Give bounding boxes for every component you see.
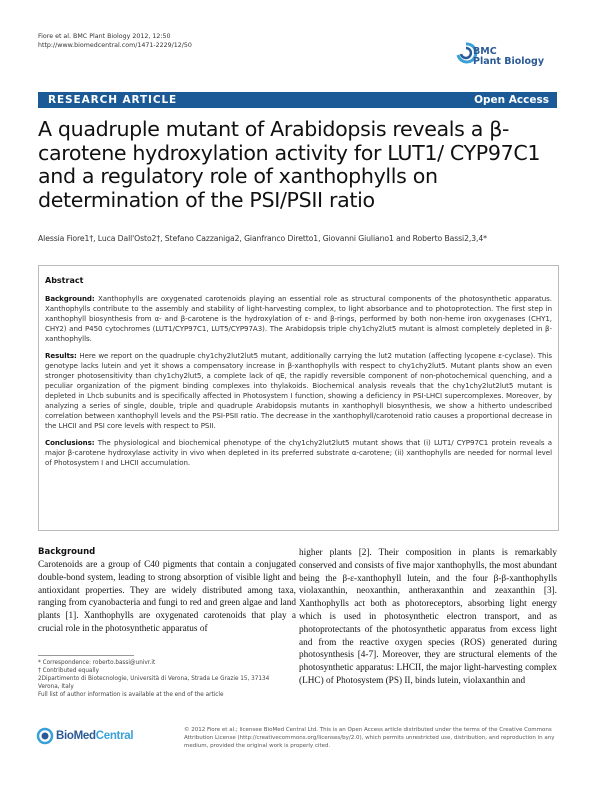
logo-bmc: BMC xyxy=(473,46,497,57)
citation-line-1: Fiore et al. BMC Plant Biology 2012, 12:50 xyxy=(38,33,171,40)
abstract-box xyxy=(38,265,559,531)
abstract-conclusions: Conclusions: The physiological and biochemical phenotype of the chy1chy2lut2lut5 mutant shows that (i) LUT1/ CYP97C1 protein reveals a major β-carotene hydroxylase activity in vivo when depleted in its preferred substrate α-carotene; (ii) xanthophylls are needed for normal level of Photosystem I and LHCII accumulation. xyxy=(45,438,552,467)
contributed-equally: † Contributed equally xyxy=(38,668,99,675)
abstract-heading: Abstract xyxy=(45,276,84,285)
article-type-bar xyxy=(38,92,557,108)
logo-central: Central xyxy=(95,730,134,742)
body-column-left xyxy=(38,547,296,636)
citation-url[interactable]: http://www.biomedcentral.com/1471-2229/12/50 xyxy=(38,42,192,49)
research-article-label: RESEARCH ARTICLE xyxy=(48,94,178,106)
body-column-right xyxy=(299,547,557,688)
correspondence[interactable]: * Correspondence: roberto.bassi@univr.it xyxy=(38,660,156,666)
abstract-results: Results: Here we report on the quadruple chy1chy2lut2lut5 mutant, additionally carrying the lut2 mutation (affecting lycopene ε-cyclase). This genotype lacks lutein and yet it shows a compensatory increase in β-xanthophylls with respect to chy1chy2lut5. Mutant plants show an even stronger photosensitivity than chy1chy2lut5, a complete lack of qE, the rapidly reversible component of non-photochemical quenching, and a peculiar organization of the pigment binding complexes into thylakoids. Biochemical analysis reveals that the chy1chy2lut2lut5 mutant is depleted in Lhcb subunits and is specifically affected in Photosystem I function, showing a deficiency in PSI-LHCI supercomplexes. Moreover, by analyzing a series of single, double, triple and quadruple Arabidopsis mutants in xanthophyll biosynthesis, we show a hitherto undescribed correlation between xanthophyll levels and the PSI-PSII ratio. The decrease in the xanthophyll/carotenoid ratio causes a proportional decrease in the LHCII and PSI core levels with respect to PSII. xyxy=(45,351,552,430)
citation xyxy=(38,32,192,50)
section-heading-background: Background xyxy=(38,547,96,557)
author-info-note: Full list of author information is available at the end of the article xyxy=(38,692,224,699)
body-text-left: Carotenoids are a group of C40 pigments that contain a conjugated double-bond system, leading to strong absorption of visible light and antioxidant properties. They are widely distributed among taxa, ranging from cyanobacteria and fungi to red and green algae and land plants [1]. Xanthophylls are oxygenated carotenoids that play a crucial role in the photosynthetic apparatus of xyxy=(38,560,296,634)
logo-biomed: BioMed xyxy=(56,730,96,742)
article-title: A quadruple mutant of Arabidopsis reveals a β-carotene hydroxylation activity for LUT1/ CYP97C1 and a regulatory role of xanthophylls on determination of the PSI/PSII ratio xyxy=(38,117,541,212)
biomed-central-logo xyxy=(36,727,156,745)
biomed-swirl-icon xyxy=(36,727,54,745)
license-text: © 2012 Fiore et al.; licensee BioMed Central Ltd. This is an Open Access article distributed under the terms of the Creative Commons Attribution License (http://creativecommons.org/licenses/by/2.0), which permits unrestricted use, distribution, and reproduction in any medium, provided the original work is properly cited. xyxy=(184,727,555,749)
body-text-right: higher plants [2]. Their composition in plants is remarkably conserved and consists of five major xanthophylls, the most abundant being the β-ε-xanthophyll lutein, and the four β-β-xanthophylls violaxanthin, neoxanthin, antheraxanthin and zeaxanthin [3]. Xanthophylls act both as photoreceptors, absorbing light energy which is used in photosynthetic electron transport, and as photoprotectants of the photosynthetic apparatus from excess light and from the reactive oxygen species (ROS) generated during photosynthesis [4-7]. Moreover, they are structural elements of the photosynthetic apparatus: LHCII, the major light-harvesting complex (LHC) of Photosystem (PS) II, binds lutein, violaxanthin and xyxy=(299,548,557,686)
abstract-background: Background: Xanthophylls are oxygenated carotenoids playing an essential role as structural components of the photosynthetic apparatus. Xanthophylls contribute to the assembly and stability of light-harvesting complex, to light absorbance and to photoprotection. The first step in xanthophyll biosynthesis from α- and β-carotene is the hydroxylation of ε- and β-rings, performed by both non-heme iron oxygenases (CHY1, CHY2) and P450 cytochromes (LUT1/CYP97C1, LUT5/CYP97A3). The Arabidopsis triple chy1chy2lut5 mutant is almost completely depleted in β-xanthophylls. xyxy=(45,294,552,343)
author-list: Alessia Fiore1†, Luca Dall'Osto2†, Stefano Cazzaniga2, Gianfranco Diretto1, Giovanni Giuliano1 and Roberto Bassi2,3,4* xyxy=(38,234,487,243)
journal-logo xyxy=(455,36,555,76)
open-access-label: Open Access xyxy=(474,94,549,106)
affiliation: 2Dipartimento di Biotecnologie, Università di Verona, Strada Le Grazie 15, 37134 Verona, Italy xyxy=(38,676,270,691)
footnotes xyxy=(38,659,278,699)
logo-plant-biology: Plant Biology xyxy=(473,56,545,67)
footnote-divider xyxy=(38,655,134,656)
